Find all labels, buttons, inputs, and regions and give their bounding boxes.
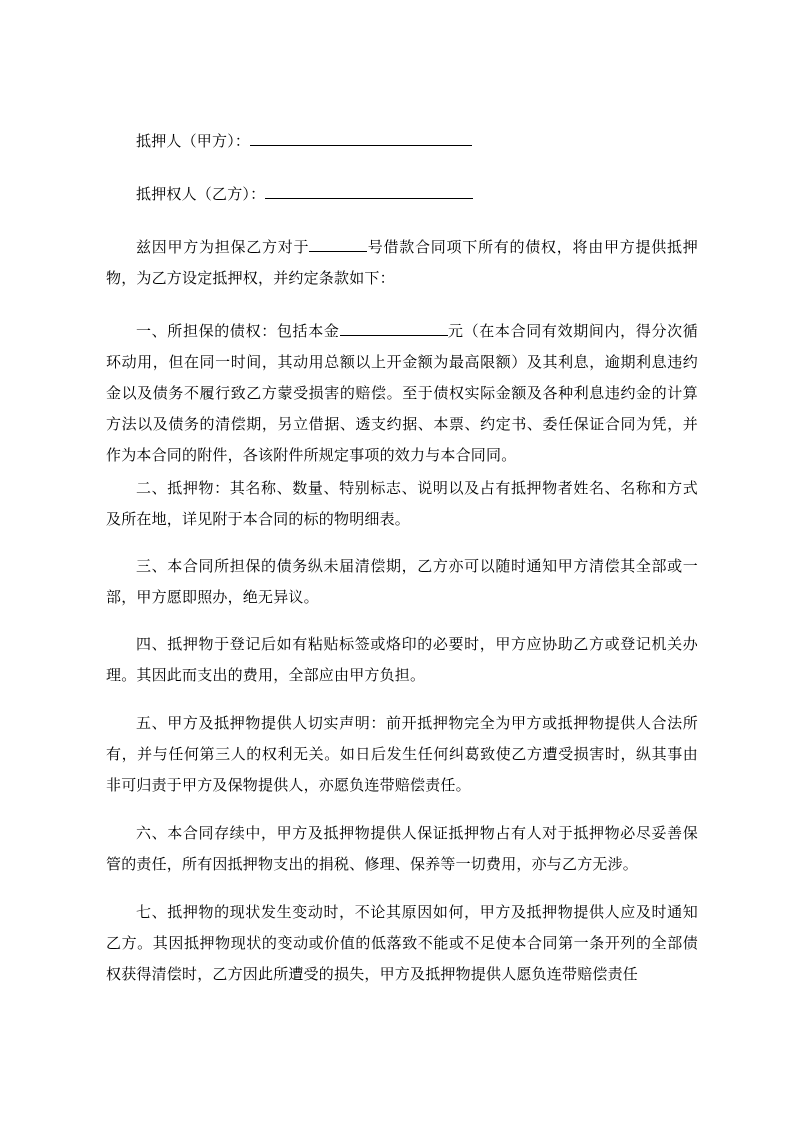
clause-1-text-end: 元（在本合同有效期间内，得分次循环动用，但在同一时间，其动用总额以上开金额为最高限额）及其利息，逾期利息违约金以及债务不履行致乙方蒙受损害的赔偿。至于债权实际金额及各种利息违约金的计算方法以及债务的清偿期，另立借据、透支约据、本票、约定书、委任保证合同为凭，并作为本合同的附件，各该附件所规定事项的效力与本合同同。 <box>106 322 698 464</box>
clause-4: 四、抵押物于登记后如有粘贴标签或烙印的必要时，甲方应协助乙方或登记机关办理。其因此而支出的费用，全部应由甲方负担。 <box>106 635 698 684</box>
clause-6: 六、本合同存续中，甲方及抵押物提供人保证抵押物占有人对于抵押物必尽妥善保管的责任，所有因抵押物支出的捐税、修理、保养等一切费用，亦与乙方无涉。 <box>106 824 698 873</box>
intro-text-start: 兹因甲方为担保乙方对于 <box>136 238 310 256</box>
loan-contract-number-blank[interactable] <box>309 237 367 252</box>
pledgor-field[interactable] <box>250 129 472 146</box>
clause-3: 三、本合同所担保的债务纵未届清偿期，乙方亦可以随时通知甲方清偿其全部或一部，甲方愿即照办，绝无异议。 <box>106 557 698 606</box>
intro-paragraph <box>106 232 698 294</box>
clause-7: 七、抵押物的现状发生变动时，不论其原因如何，甲方及抵押物提供人应及时通知乙方。其因抵押物现状的变动或价值的低落致不能或不足使本合同第一条开列的全部债权获得清偿时，乙方因此所遭受的损失，甲方及抵押物提供人愿负连带赔偿责任 <box>106 903 698 983</box>
pledgor-label: 抵押人（甲方）： <box>136 132 251 150</box>
clause-2: 二、抵押物：其名称、数量、特别标志、说明以及占有抵押物者姓名、名称和方式及所在地，详见附于本合同的标的物明细表。 <box>106 479 698 528</box>
intro-text-end: 号借款合同项下所有的债权，将由甲方提供抵押物，为乙方设定抵押权，并约定条款如下： <box>106 238 698 287</box>
clause-1-text-start: 一、所担保的债权：包括本金 <box>136 322 340 340</box>
pledgee-line <box>106 179 698 210</box>
principal-amount-blank[interactable] <box>340 321 448 336</box>
pledgee-field[interactable] <box>265 182 473 199</box>
pledgee-label: 抵押权人（乙方）： <box>136 185 266 203</box>
pledgor-line <box>106 126 698 157</box>
clause-1 <box>106 316 698 471</box>
clause-5: 五、甲方及抵押物提供人切实声明：前开抵押物完全为甲方或抵押物提供人合法所有，并与任何第三人的权利无关。如日后发生任何纠葛致使乙方遭受损害时，纵其事由非可归责于甲方及保物提供人，亦愿负连带赔偿责任。 <box>106 714 698 794</box>
